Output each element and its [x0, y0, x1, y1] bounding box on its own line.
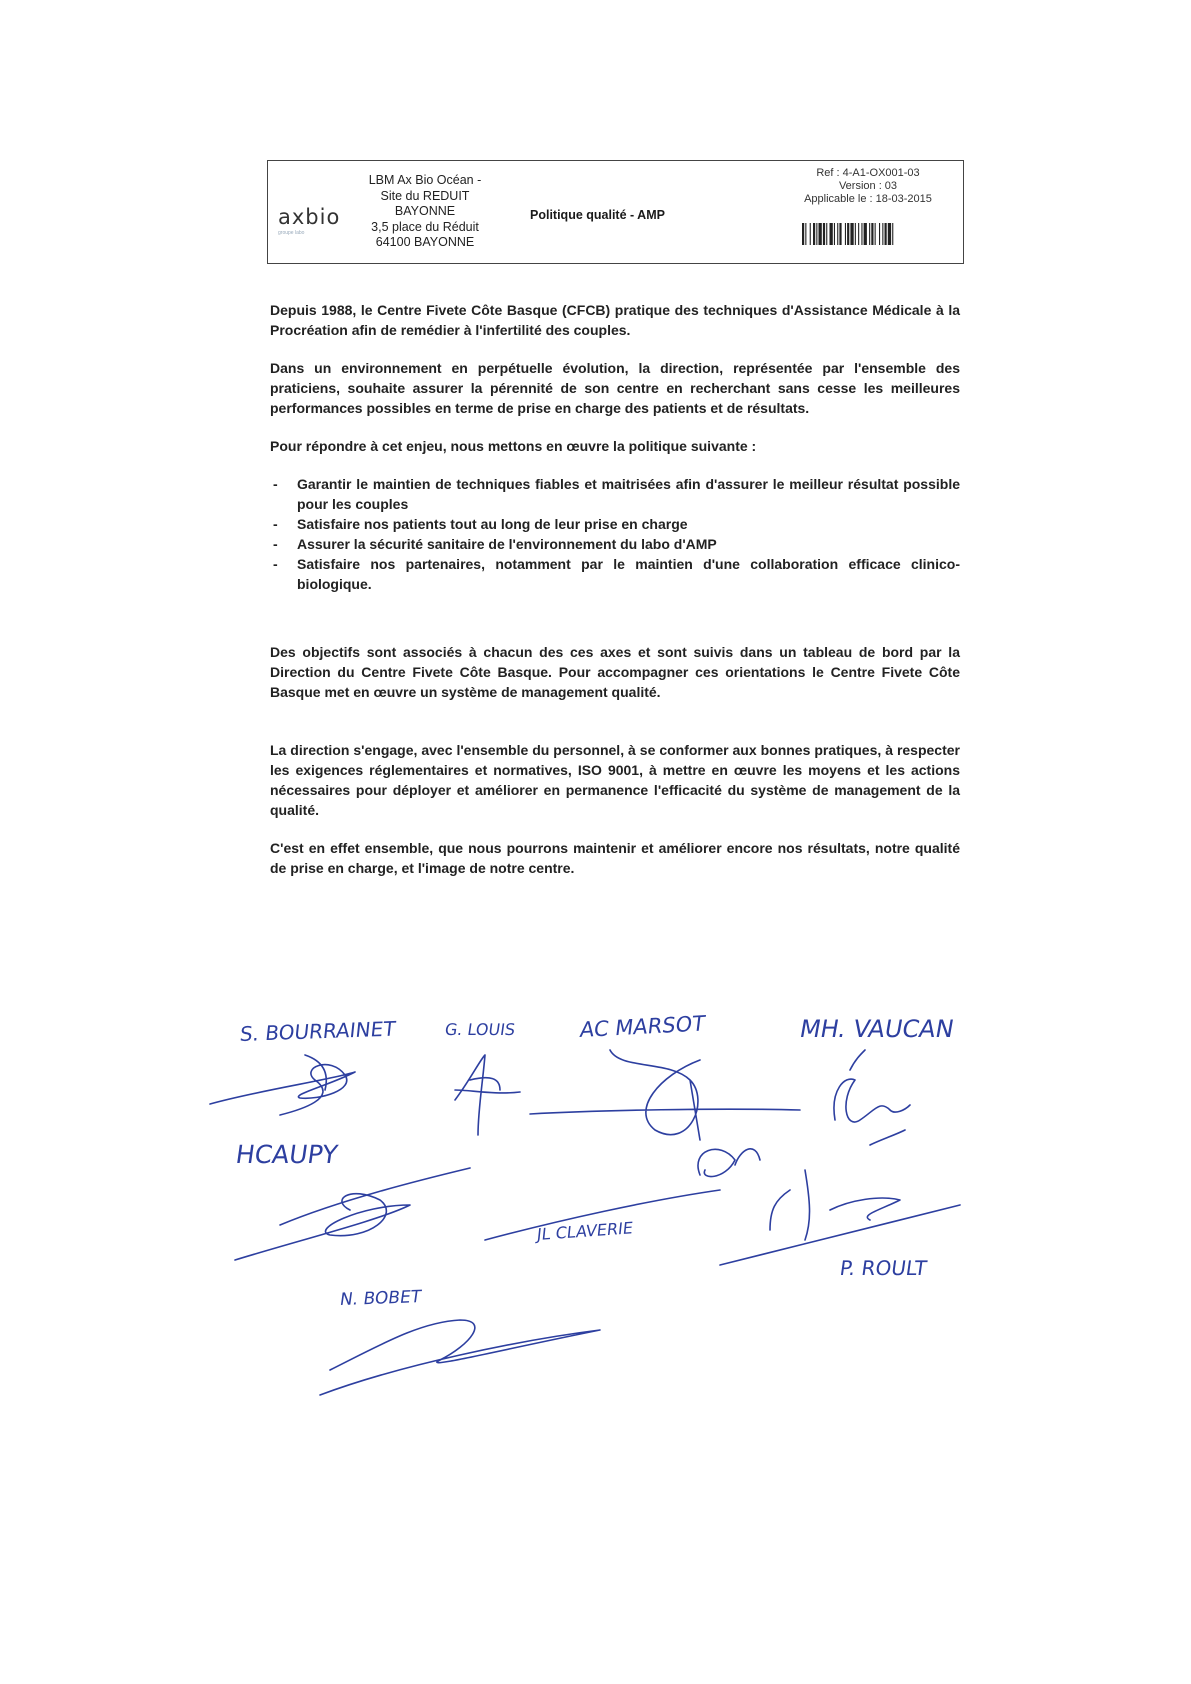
- paragraph-objectives: Des objectifs sont associés à chacun des ces axes et sont suivis dans un tableau de bord par la Direction du Centre Fivete Côte Basque. Pour accompagner ces orientations le Centre Fivete Côte Basque met en œuvre un système de management qualité.: [270, 644, 960, 700]
- document-version: Version : 03: [838, 180, 898, 192]
- paragraph-context: Dans un environnement en perpétuelle évolution, la direction, représentée par l'ensemble des praticiens, souhaite assurer la pérennité de son centre en recherchant sans cesse les meilleures performances possibles en terme de prise en charge des patients et de résultats.: [270, 360, 960, 416]
- paragraph-conclusion: C'est en effet ensemble, que nous pourrons maintenir et améliorer encore nos résultats, notre qualité de prise en charge, et l'image de notre centre.: [270, 840, 960, 876]
- document-ref: Ref : 4-A1-OX001-03: [816, 167, 920, 179]
- signature-name: HCAUPY: [233, 1140, 340, 1169]
- signature-name: S. BOURRAINET: [238, 1016, 397, 1047]
- lab-address: [350, 173, 500, 251]
- paragraph-commitment: La direction s'engage, avec l'ensemble du personnel, à se conformer aux bonnes pratiques, à respecter les exigences réglementaires et normatives, ISO 9001, à mettre en œuvre les moyens et les actions nécessaires pour déployer et améliorer en permanence l'efficacité du système de management de la qualité.: [270, 742, 960, 818]
- list-item: - Garantir le maintien de techniques fiables et maitrisées afin d'assurer le meilleur résultat possible pour les couples: [270, 474, 960, 514]
- logo-tagline: groupe labo: [278, 230, 305, 236]
- signature-name: JL CLAVERIE: [535, 1218, 634, 1245]
- signature-name: AC MARSOT: [578, 1011, 707, 1043]
- signature-scribble: [235, 1168, 470, 1260]
- list-item: - Satisfaire nos patients tout au long de leur prise en charge: [270, 514, 960, 534]
- signature-scribble: [834, 1050, 910, 1145]
- signature-name: N. BOBET: [338, 1287, 423, 1311]
- signature-scribble: [320, 1320, 600, 1395]
- paragraph-intro: Depuis 1988, le Centre Fivete Côte Basque (CFCB) pratique des techniques d'Assistance Médicale à la Procréation afin de remédier à l'infertilité des couples.: [270, 302, 960, 338]
- signature-scribble: [455, 1055, 520, 1135]
- signature-name: G. LOUIS: [443, 1020, 517, 1039]
- list-item: - Assurer la sécurité sanitaire de l'environnement du labo d'AMP: [270, 534, 960, 554]
- address-line: BAYONNE: [394, 204, 456, 218]
- policy-axes-list: [270, 474, 960, 594]
- document-title: Politique qualité - AMP: [530, 208, 665, 222]
- signature-scribble: [210, 1065, 355, 1115]
- address-line: Site du REDUIT: [380, 188, 470, 203]
- signature-scribble: [530, 1050, 800, 1140]
- document-header: [267, 160, 964, 264]
- address-line: 3,5 place du Réduit: [371, 219, 479, 234]
- document-applicable-date: Applicable le : 18-03-2015: [804, 193, 932, 205]
- signature-scribble: [720, 1170, 960, 1265]
- logo-text: axbio: [278, 205, 341, 229]
- policy-body: [270, 300, 960, 896]
- document-meta: [783, 167, 953, 206]
- signature-scribble: [305, 1055, 326, 1090]
- signature-name: P. ROULT: [838, 1256, 929, 1280]
- list-item: - Satisfaire nos partenaires, notamment par le maintien d'une collaboration efficace clinico-biologique.: [270, 554, 960, 594]
- signature-scribble: [485, 1149, 760, 1240]
- address-line: 64100 BAYONNE: [375, 235, 475, 249]
- barcode-icon: [801, 223, 951, 245]
- paragraph-policy-lead: Pour répondre à cet enjeu, nous mettons en œuvre la politique suivante :: [270, 438, 757, 454]
- address-line: LBM Ax Bio Océan -: [368, 173, 482, 187]
- axbio-logo: [278, 207, 358, 236]
- signature-name: MH. VAUCAN: [797, 1015, 957, 1043]
